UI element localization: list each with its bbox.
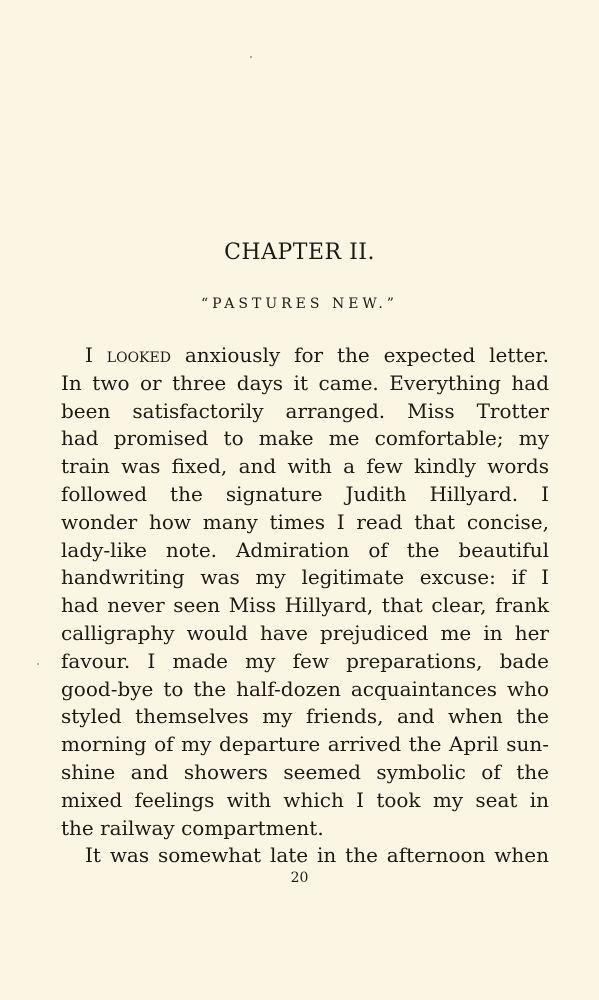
text-line: calligraphy would have prejudiced me in her (61, 620, 549, 645)
text-line: In two or three days it came. Everything had (61, 370, 549, 395)
text-line: been satisfactorily arranged. Miss Trotter (61, 398, 549, 423)
paper-speck (250, 56, 252, 58)
text-line: morning of my departure arrived the April sun- (61, 732, 549, 757)
paragraph-1-first-line (61, 342, 549, 370)
text-line: handwriting was my legitimate excuse: if I (61, 565, 549, 590)
text-line: styled themselves my friends, and when the (61, 704, 549, 729)
chapter-subtitle: “PASTURES NEW.” (201, 296, 398, 312)
text-line: lady-like note. Admiration of the beautiful (61, 537, 549, 562)
chapter-title: CHAPTER II. (224, 240, 375, 265)
text-line: followed the signature Judith Hillyard. I (61, 481, 549, 506)
body-text (61, 342, 549, 870)
first-word: I (85, 343, 93, 367)
text-line: good-bye to the half-dozen acquaintances who (61, 676, 549, 701)
text-line: had promised to make me comfortable; my (61, 426, 549, 451)
text-line: mixed feelings with which I took my seat in (61, 787, 549, 812)
text-line: favour. I made my few preparations, bade (61, 648, 549, 673)
first-line-rest: anxiously for the expected letter. (170, 343, 549, 367)
first-word-smallcaps: looked (106, 343, 171, 367)
page-number: 20 (290, 870, 309, 886)
text-line: wonder how many times I read that concise, (61, 509, 549, 534)
paragraph-2-first-line: It was somewhat late in the afternoon when (85, 843, 549, 868)
paper-speck (37, 663, 39, 665)
text-line: had never seen Miss Hillyard, that clear, frank (61, 593, 549, 618)
text-line: shine and showers seemed symbolic of the (61, 759, 549, 784)
text-line: the railway compartment. (61, 815, 324, 840)
text-line: train was fixed, and with a few kindly words (61, 454, 549, 479)
